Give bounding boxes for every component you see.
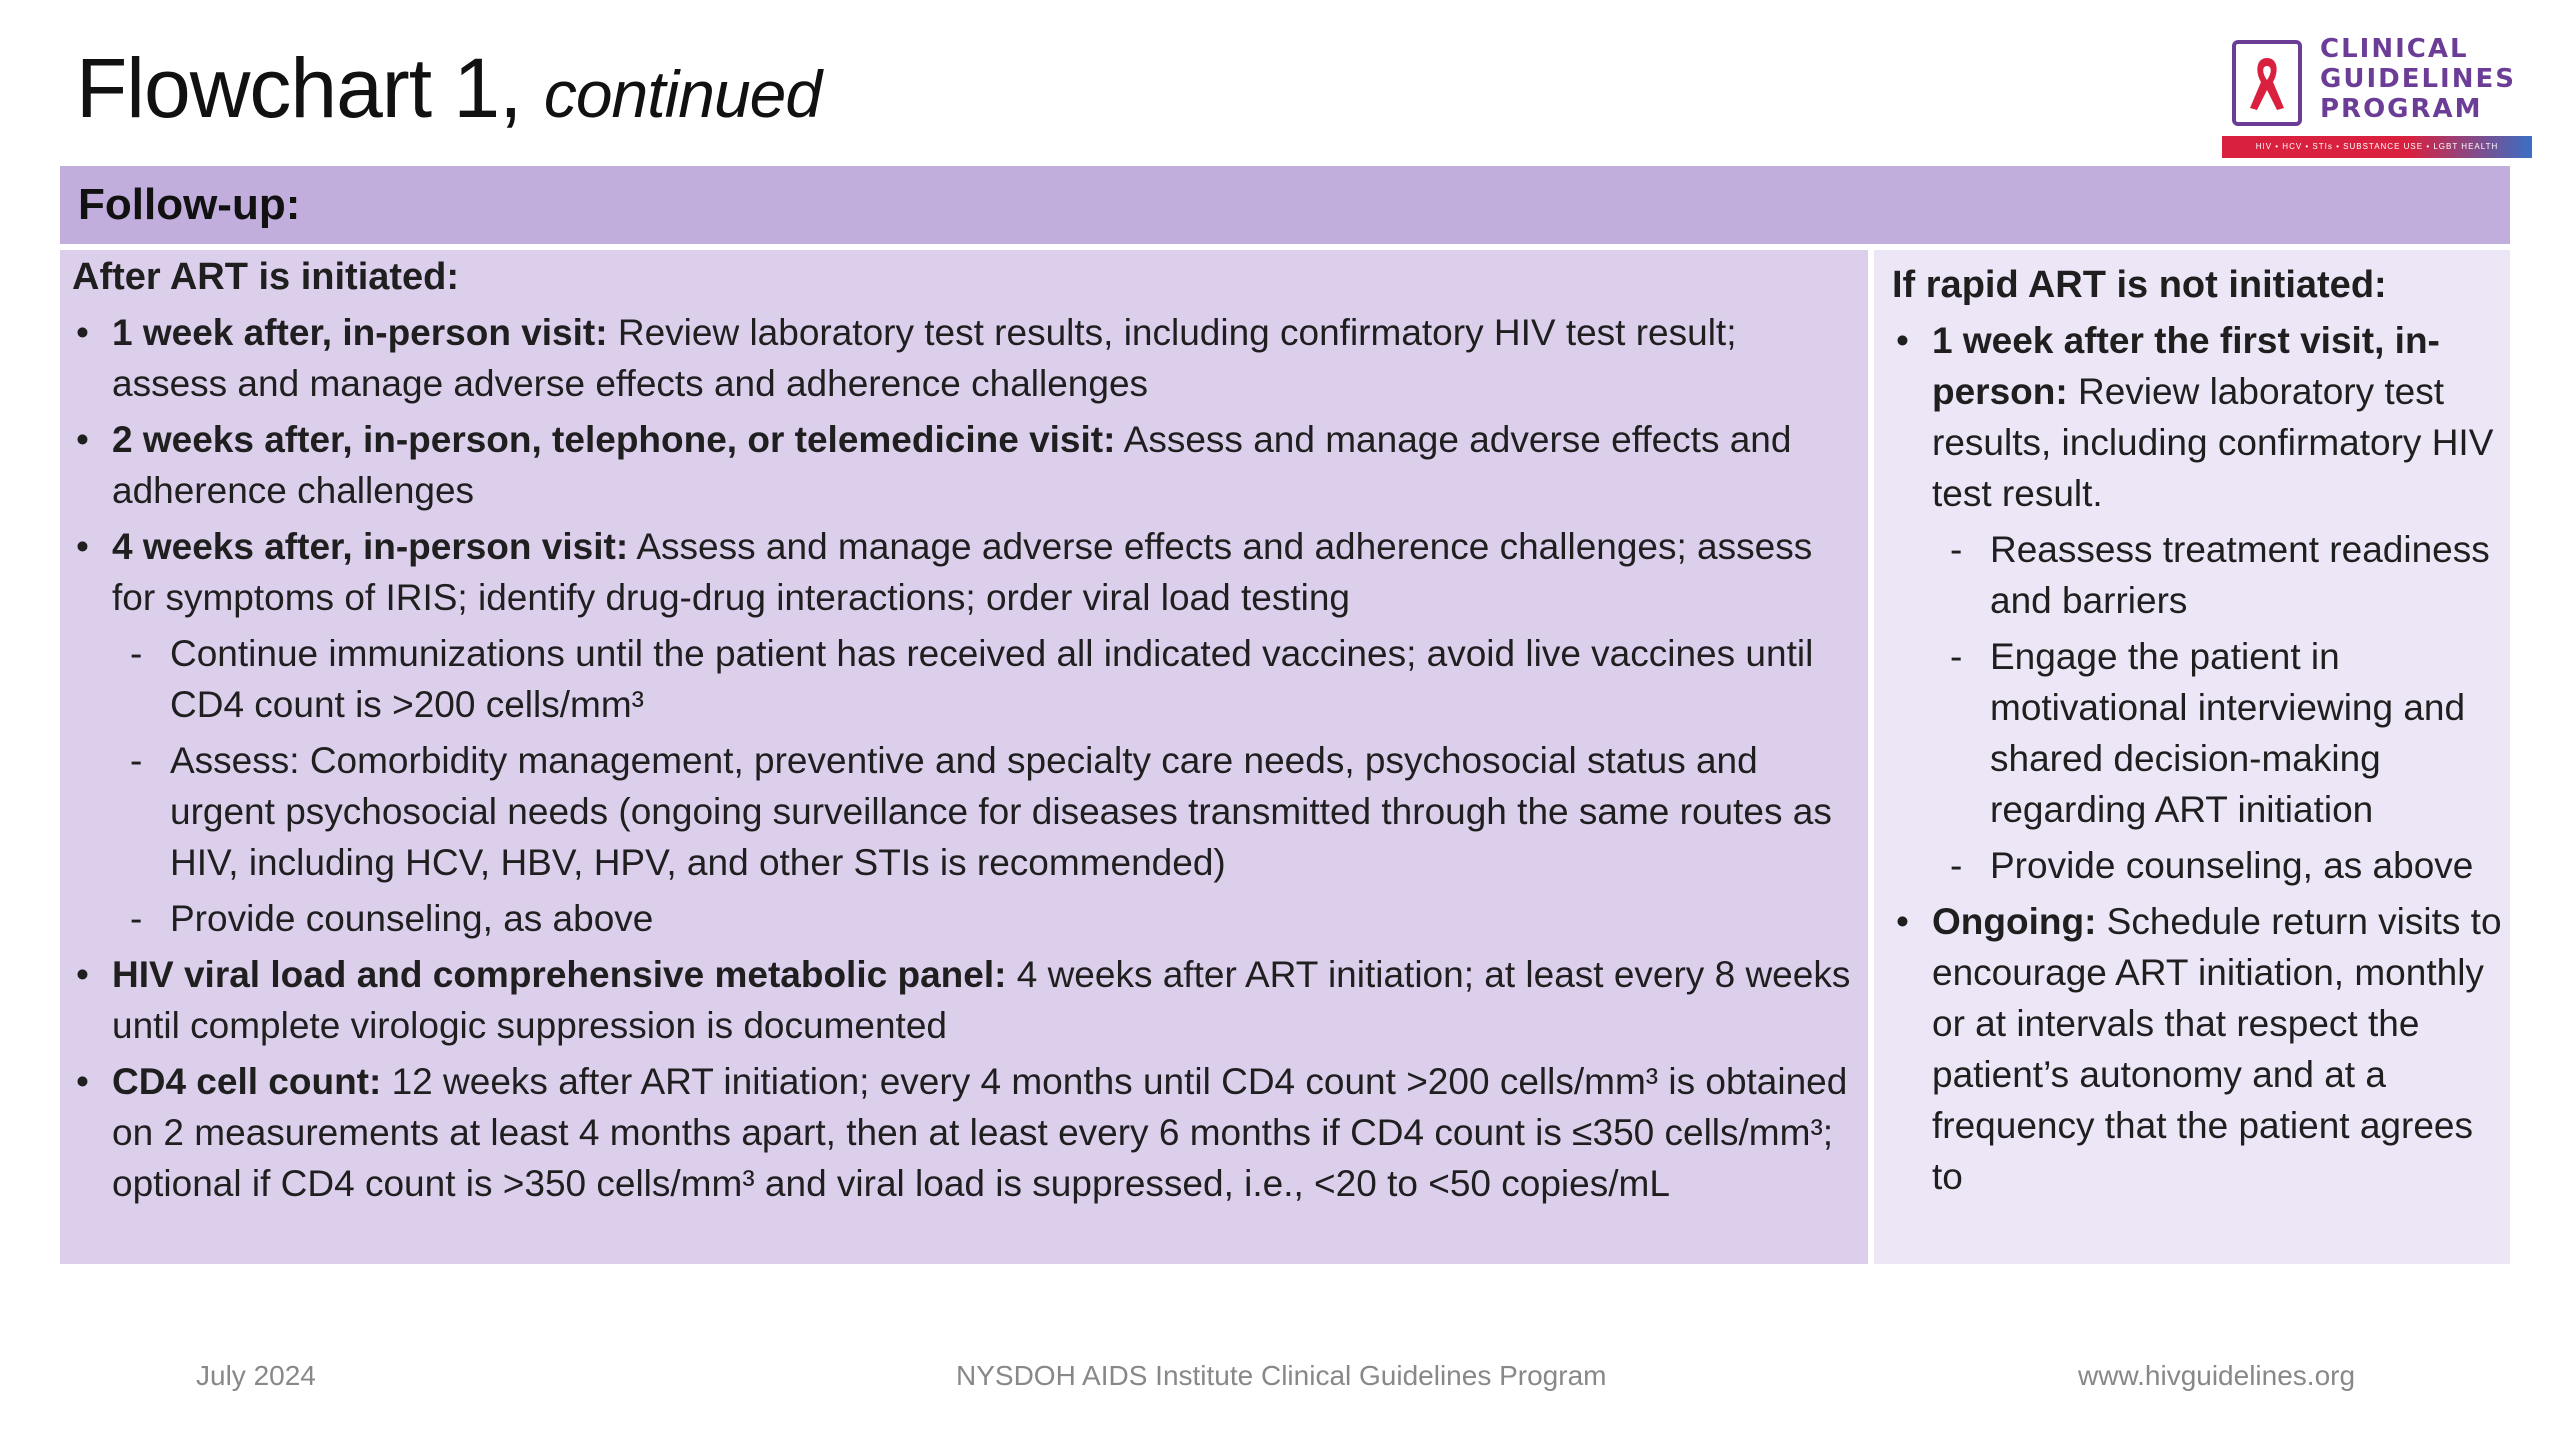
list-item [1892,896,2510,1202]
logo-line-3: PROGRAM [2320,94,2483,124]
logo-line-2: GUIDELINES [2320,64,2516,94]
after-art-panel [60,250,1868,1264]
list-item [72,1056,1854,1209]
slide-title [76,40,821,137]
list-item [72,949,1854,1051]
item-bold-label: CD4 cell count: [112,1061,382,1102]
item-text: Review laboratory test results, including confirmatory HIV test result. [1932,371,2494,514]
list-item [72,414,1854,516]
clinical-guidelines-logo [2222,32,2532,162]
item-bold-label: 1 week after the first visit, in-person: [1932,320,2440,412]
rapid-art-not-initiated-panel [1874,250,2510,1264]
item-bold-label: HIV viral load and comprehensive metabolic panel: [112,954,1007,995]
item-text: 4 weeks after ART initiation; at least every 8 weeks until complete virologic suppression is documented [112,954,1851,1046]
after-art-heading: After ART is initiated: [72,256,460,298]
list-item [72,521,1854,944]
rapid-art-list [1892,315,2510,1202]
sub-list-item: - Engage the patient in motivational interviewing and shared decision-making regarding ART initiation [1932,631,2510,835]
footer-date: July 2024 [196,1360,316,1391]
sub-list-item: - Assess: Comorbidity management, preventive and specialty care needs, psychosocial status and urgent psychosocial needs (ongoing surveillance for diseases transmitted through the same routes as HIV, including HCV, HBV, HPV, and other STIs is recommended) [112,735,1854,888]
footer-organization: NYSDOH AIDS Institute Clinical Guidelines Program [956,1360,1607,1391]
logo-tagline-bar: HIV • HCV • STIs • SUBSTANCE USE • LGBT HEALTH [2222,136,2532,158]
title-main: Flowchart 1, [76,41,522,135]
rapid-art-heading: If rapid ART is not initiated: [1892,264,2387,306]
item-bold-label: 1 week after, in-person visit: [112,312,608,353]
item-text: Review laboratory test results, including confirmatory HIV test result; assess and manage adverse effects and adherence challenges [112,312,1737,404]
after-art-list [72,307,1854,1209]
sub-list-item: - Provide counseling, as above [112,893,1854,944]
item-text: Assess and manage adverse effects and adherence challenges; assess for symptoms of IRIS; identify drug-drug interactions; order viral load testing [112,526,1813,618]
sub-list-item: - Continue immunizations until the patient has received all indicated vaccines; avoid live vaccines until CD4 count is >200 cells/mm³ [112,628,1854,730]
item-text: 12 weeks after ART initiation; every 4 months until CD4 count >200 cells/mm³ is obtained on 2 measurements at least 4 months apart, then at least every 6 months if CD4 count is ≤350 cells/mm³; optional if CD4 count is >350 cells/mm³ and viral load is suppressed, i.e., <20 to <50 copies/mL [112,1061,1848,1204]
item-bold-label: 2 weeks after, in-person, telephone, or telemedicine visit: [112,419,1116,460]
item-bold-label: Ongoing: [1932,901,2097,942]
sub-list [1932,524,2510,891]
sub-list [112,628,1854,944]
sub-list-item: - Provide counseling, as above [1932,840,2510,891]
title-continued: continued [543,57,822,131]
logo-wordmark [2320,34,2516,124]
red-ribbon-icon [2244,52,2290,114]
footer-website-link[interactable]: www.hivguidelines.org [2078,1360,2356,1391]
item-text: Assess and manage adverse effects and adherence challenges [112,419,1792,511]
logo-line-1: CLINICAL [2320,34,2469,64]
ribbon-logo-frame [2232,40,2302,126]
item-text: Schedule return visits to encourage ART initiation, monthly or at intervals that respect the patient’s autonomy and at a frequency that the patient agrees to [1932,901,2502,1197]
follow-up-header: Follow-up: [60,166,2510,244]
list-item [72,307,1854,409]
item-bold-label: 4 weeks after, in-person visit: [112,526,629,567]
list-item [1892,315,2510,891]
sub-list-item: - Reassess treatment readiness and barriers [1932,524,2510,626]
